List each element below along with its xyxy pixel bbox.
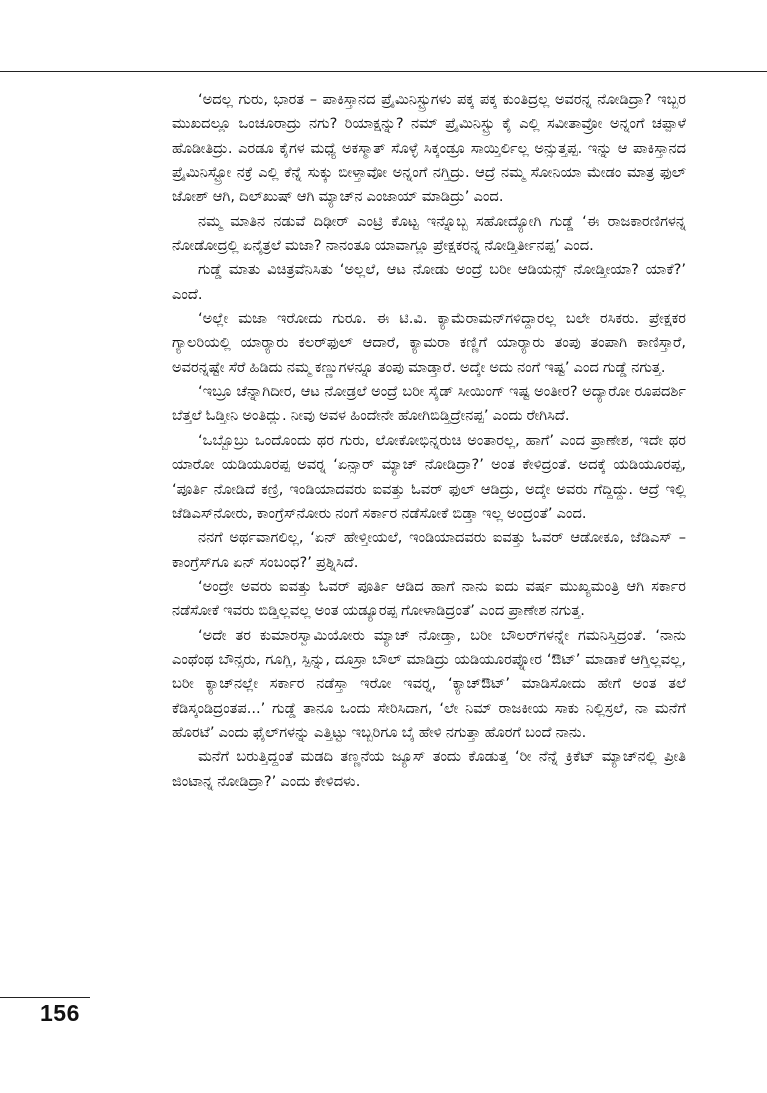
paragraph-4: ‘ಅಲ್ಲೇ ಮಜಾ ಇರೋದು ಗುರೂ. ಈ ಟಿ.ವಿ. ಕ್ಯಾಮೆರಾಮನ್‌ಗಳಿದ್ದಾರಲ್ಲ ಬಲೇ ರಸಿಕರು. ಪ್ರೇಕ್ಷಕರ ಗ್ಯಾಲರಿಯಲ್ಲಿ ಯಾರ್‍ಯಾರು ಕಲರ್‌ಫುಲ್ ಆದಾರೆ, ಕ್ಯಾಮರಾ ಕಣ್ಣಿಗೆ ಯಾರ್‍ಯಾರು ತಂಪು ತಂಪಾಗಿ ಕಾಣಿಸ್ತಾರೆ, ಅವರನ್ನಷ್ಟೇ ಸೆರೆ ಹಿಡಿದು ನಮ್ಮ ಕಣ್ಣುಗಳನ್ನೂ ತಂಪು ಮಾಡ್ತಾರೆ. ಅದ್ಕೇ ಅದು ನಂಗೆ ಇಷ್ಟ’ ಎಂದ ಗುಡ್ಡೆ ನಗುತ್ತ. (172, 310, 686, 376)
paragraph-3: ಗುಡ್ಡೆ ಮಾತು ವಿಚಿತ್ರವೆನಿಸಿತು ‘ಅಲ್ಲಲೆ, ಆಟ ನೋಡು ಅಂದ್ರೆ ಬರೀ ಆಡಿಯನ್ಸ್ ನೋಡ್ತೀಯಾ? ಯಾಕೆ?’ ಎಂದೆ. (172, 261, 686, 303)
paragraph-5: ‘ಇಬ್ರೂ ಚೆನ್ನಾಗಿದೀರ, ಆಟ ನೋಡ್ರಲೆ ಅಂದ್ರೆ ಬರೀ ಸೈಡ್ ಸೀಯಿಂಗ್ ಇಷ್ಟ ಅಂತೀರ? ಅದ್ಯಾರೋ ರೂಪದರ್ಶಿ ಬೆತ್ತಲೆ ಓಡ್ತೀನಿ ಅಂತಿದ್ಲು. ನೀವು ಅವಳ ಹಿಂದೇನೇ ಹೋಗಿಬಿಡ್ತಿದ್ರೇನಪ್ಪ’ ಎಂದು ರೇಗಿಸಿದೆ. (172, 383, 686, 425)
body-text (172, 88, 686, 794)
paragraph-6: ‘ಒಬ್ಬೊಬ್ರು ಒಂದೊಂದು ಥರ ಗುರು, ಲೋಕೋಭಿನ್ನರುಚಿ ಅಂತಾರಲ್ಲ, ಹಾಗೆ’ ಎಂದ ಪ್ರಾಣೇಶ, ಇದೇ ಥರ ಯಾರೋ ಯಡಿಯೂರಪ್ಪ ಅವರ್‍ನ ‘ಏನ್ಸಾರ್ ಮ್ಯಾಚ್ ನೋಡಿದ್ರಾ?’ ಅಂತ ಕೇಳಿದ್ರಂತೆ. ಅದಕ್ಕೆ ಯಡಿಯೂರಪ್ಪ, ‘ಪೂರ್ತಿ ನೋಡಿದೆ ಕಣ್ರಿ, ಇಂಡಿಯಾದವರು ಐವತ್ತು ಓವರ್ ಫುಲ್ ಆಡಿದ್ರು, ಅದ್ಕೇ ಅವರು ಗೆದ್ದಿದ್ದು. ಆದ್ರೆ ಇಲ್ಲಿ ಜೆಡಿಎಸ್‌ನೋರು, ಕಾಂಗ್ರೆಸ್‌ನೋರು ನಂಗೆ ಸರ್ಕಾರ ನಡೆಸೋಕೆ ಬಿಡ್ತಾ ಇಲ್ಲ ಅಂದ್ರಂತೆ’ ಎಂದ. (172, 431, 686, 522)
paragraph-7: ನನಗೆ ಅರ್ಥವಾಗಲಿಲ್ಲ, ‘ಏನ್ ಹೇಳ್ತೀಯಲೆ, ಇಂಡಿಯಾದವರು ಐವತ್ತು ಓವರ್ ಆಡೋಕೂ, ಜೆಡಿಎಸ್ – ಕಾಂಗ್ರೆಸ್‌ಗೂ ಏನ್ ಸಂಬಂಧ?’ ಪ್ರಶ್ನಿಸಿದೆ. (172, 529, 686, 571)
header-rule (0, 71, 767, 72)
paragraph-9: ‘ಅದೇ ತರ ಕುಮಾರಸ್ವಾಮಿಯೋರು ಮ್ಯಾಚ್ ನೋಡ್ತಾ, ಬರೀ ಬೌಲರ್‌ಗಳನ್ನೇ ಗಮನಿಸ್ತಿದ್ರಂತೆ. ‘ನಾನು ಎಂಥೆಂಥ ಬೌನ್ಸರು, ಗೂಗ್ಲಿ, ಸ್ಪಿನ್ನು, ದೂಸ್ರಾ ಬೌಲ್ ಮಾಡಿದ್ರು ಯಡಿಯೂರಪ್ನೋರ ‘ಔಟ್’ ಮಾಡಾಕೆ ಆಗ್ತಿಲ್ಲವಲ್ಲ, ಬರೀ ಕ್ಯಾಚ್‌ನಲ್ಲೇ ಸರ್ಕಾರ ನಡೆಸ್ತಾ ಇರೋ ಇವರ್‍ನ, ‘ಕ್ಯಾಚ್‌ಔಟ್’ ಮಾಡಿಸೋದು ಹೇಗೆ ಅಂತ ತಲೆ ಕೆಡಿಸ್ಕಂಡಿದ್ರಂತಪ...’ ಗುಡ್ಡೆ ತಾನೂ ಒಂದು ಸೇರಿಸಿದಾಗ, ‘ಲೇ ನಿಮ್ ರಾಜಕೀಯ ಸಾಕು ನಿಲ್ಲಿಸ್ರಲೆ, ನಾ ಮನೆಗೆ ಹೊರಟೆ’ ಎಂದು ಫೈಲ್‌ಗಳನ್ನು ಎತ್ತಿಟ್ಟು ಇಬ್ಬರಿಗೂ ಬೈ ಹೇಳಿ ನಗುತ್ತಾ ಹೊರಗೆ ಬಂದೆ ನಾನು. (172, 626, 686, 741)
paragraph-10: ಮನೆಗೆ ಬರುತ್ತಿದ್ದಂತೆ ಮಡದಿ ತಣ್ಣನೆಯ ಜ್ಯೂಸ್ ತಂದು ಕೊಡುತ್ತ ‘ರೀ ನೆನ್ನೆ ಕ್ರಿಕೆಟ್ ಮ್ಯಾಚ್‌ನಲ್ಲಿ ಪ್ರೀತಿ ಜಿಂಟಾನ್ನ ನೋಡಿದ್ರಾ?’ ಎಂದು ಕೇಳಿದಳು. (172, 748, 686, 790)
paragraph-2: ನಮ್ಮ ಮಾತಿನ ನಡುವೆ ದಿಢೀರ್ ಎಂಟ್ರಿ ಕೊಟ್ಟ ಇನ್ನೊಬ್ಬ ಸಹೋದ್ಯೋಗಿ ಗುಡ್ಡೆ ‘ಈ ರಾಜಕಾರಣಿಗಳನ್ನ ನೋಡೋದ್ರಲ್ಲಿ ಏನೈತ್ರಲೆ ಮಜಾ? ನಾನಂತೂ ಯಾವಾಗ್ಲೂ ಪ್ರೇಕ್ಷಕರನ್ನ ನೋಡ್ತಿರ್ತೀನಪ್ಪ’ ಎಂದ. (172, 212, 686, 255)
paragraph-1: ‘ಅದಲ್ಲ ಗುರು, ಭಾರತ – ಪಾಕಿಸ್ತಾನದ ಪ್ರೈಮಿನಿಸ್ಟ್ರುಗಳು ಪಕ್ಕ ಪಕ್ಕ ಕುಂತಿದ್ರಲ್ಲ ಅವರನ್ನ ನೋಡಿದ್ರಾ? ಇಬ್ಬರ ಮುಖದಲ್ಲೂ ಒಂಚೂರಾದ್ರು ನಗು? ರಿಯಾಕ್ಷನ್ನು? ನಮ್ ಪ್ರೈಮಿನಿಸ್ಟ್ರು ಕೈ ಎಲ್ಲಿ ಸವೀತಾವ್ರೋ ಅನ್ನಂಗೆ ಚಪ್ಪಾಳೆ ಹೊಡೀತಿದ್ರು. ಎರಡೂ ಕೈಗಳ ಮಧ್ಯೆ ಅಕಸ್ಮಾತ್ ಸೊಳ್ಳೆ ಸಿಕ್ಕಂಡ್ರೂ ಸಾಯ್ತಿರ್ಲಿಲ್ಲ ಅನ್ಸುತ್ತಪ್ಪ. ಇನ್ನು ಆ ಪಾಕಿಸ್ತಾನದ ಪ್ರೈಮಿನಿಸ್ಟ್ರೋ ನಕ್ರೆ ಎಲ್ಲಿ ಕೆನ್ನೆ ಸುಕ್ಕು ಬೀಳ್ತಾವೋ ಅನ್ನಂಗೆ ನಗ್ತಿದ್ರು. ಆದ್ರೆ ನಮ್ಮ ಸೋನಿಯಾ ಮೇಡಂ ಮಾತ್ರ ಫುಲ್ ಜೋಶ್ ಆಗಿ, ದಿಲ್‌ಖುಷ್ ಆಗಿ ಮ್ಯಾಚ್‌ನ ಎಂಜಾಯ್ ಮಾಡಿದ್ರು’ ಎಂದ. (172, 91, 686, 206)
paragraph-8: ‘ಅಂದ್ರೇ ಅವರು ಐವತ್ತು ಓವರ್ ಪೂರ್ತಿ ಆಡಿದ ಹಾಗೆ ನಾನು ಐದು ವರ್ಷ ಮುಖ್ಯಮಂತ್ರಿ ಆಗಿ ಸರ್ಕಾರ ನಡೆಸೋಕೆ ಇವರು ಬಿಡ್ತಿಲ್ಲವಲ್ಲ ಅಂತ ಯಡ್ಯೂರಪ್ಪ ಗೋಳಾಡಿದ್ರಂತೆ’ ಎಂದ ಪ್ರಾಣೇಶ ನಗುತ್ತ. (172, 577, 686, 620)
page-number: 156 (40, 1000, 80, 1026)
footer-rule (0, 997, 90, 998)
